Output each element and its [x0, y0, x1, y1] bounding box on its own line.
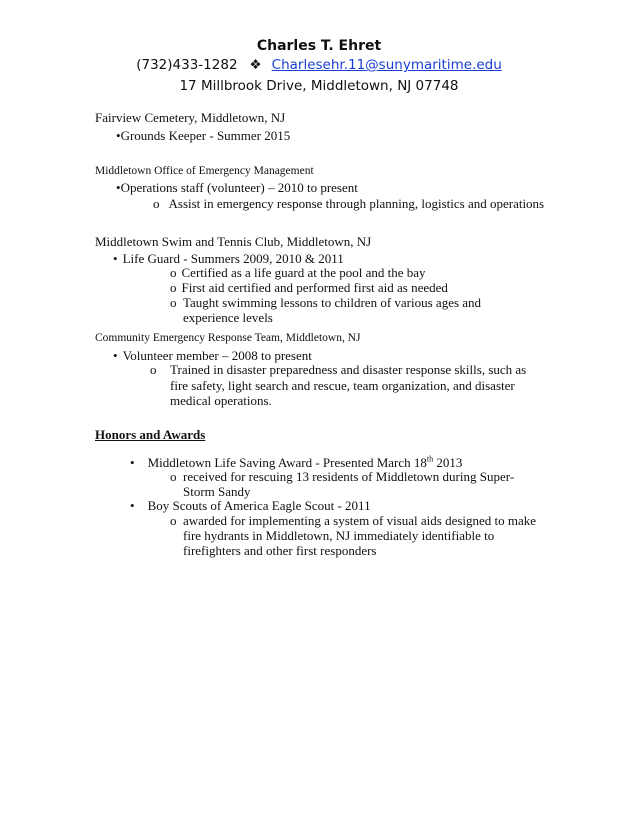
experience-org-1: Fairview Cemetery, Middletown, NJ	[95, 110, 286, 125]
experience-detail-3-1: o Certified as a life guard at the pool and the bay	[170, 265, 426, 280]
circle-bullet-icon: o	[170, 513, 177, 528]
candidate-name: Charles T. Ehret	[256, 38, 382, 54]
bullet-icon: •	[130, 455, 135, 470]
honor-title-1: • Middletown Life Saving Award - Presented March 18th 2013	[130, 454, 463, 470]
experience-role-2: •Operations staff (volunteer) – 2010 to present	[116, 180, 358, 195]
circle-bullet-icon: o	[170, 295, 177, 310]
experience-org-4: Community Emergency Response Team, Middletown, NJ	[95, 332, 361, 344]
address: 17 Millbrook Drive, Middletown, NJ 07748	[179, 78, 459, 94]
experience-org-3: Middletown Swim and Tennis Club, Middletown, NJ	[95, 234, 372, 249]
circle-bullet-icon: o	[170, 469, 177, 484]
experience-org-2: Middletown Office of Emergency Management	[95, 165, 314, 177]
bullet-icon: •	[116, 180, 121, 195]
honor-detail-1: o received for rescuing 13 residents of Middletown during Super-Storm Sandy	[170, 469, 515, 499]
experience-detail-3-3: o Taught swimming lessons to children of various ages and experience levels	[170, 295, 482, 325]
email-link[interactable]: Charlesehr.11@sunymaritime.edu	[271, 57, 502, 73]
experience-detail-2-1: o Assist in emergency response through planning, logistics and operations	[153, 196, 545, 211]
experience-role-1: •Grounds Keeper - Summer 2015	[116, 128, 291, 143]
experience-detail-3-2: o First aid certified and performed first aid as needed	[170, 280, 448, 295]
circle-bullet-icon: o	[150, 362, 157, 377]
honor-detail-2: o awarded for implementing a system of visual aids designed to make fire hydrants in Middletown, NJ immediately identifiable to firefighters and other first responders	[170, 513, 537, 558]
experience-role-3: • Life Guard - Summers 2009, 2010 & 2011	[113, 251, 344, 266]
contact-line	[0, 57, 638, 73]
diamond-separator-icon: ❖	[249, 57, 262, 73]
honors-heading: Honors and Awards	[95, 427, 206, 442]
honor-title-2: • Boy Scouts of America Eagle Scout - 2011	[130, 498, 371, 513]
bullet-icon: •	[113, 251, 118, 266]
bullet-icon: •	[116, 128, 121, 143]
phone-number: (732)433-1282	[136, 57, 238, 73]
experience-role-4: • Volunteer member – 2008 to present	[113, 348, 312, 363]
bullet-icon: •	[130, 498, 135, 513]
circle-bullet-icon: o	[170, 265, 177, 280]
bullet-icon: •	[113, 348, 118, 363]
experience-detail-4-1: o Trained in disaster preparedness and disaster response skills, such as fire safety, light search and rescue, team organization, and disaster medical operations.	[150, 362, 527, 408]
circle-bullet-icon: o	[153, 196, 160, 211]
circle-bullet-icon: o	[170, 280, 177, 295]
